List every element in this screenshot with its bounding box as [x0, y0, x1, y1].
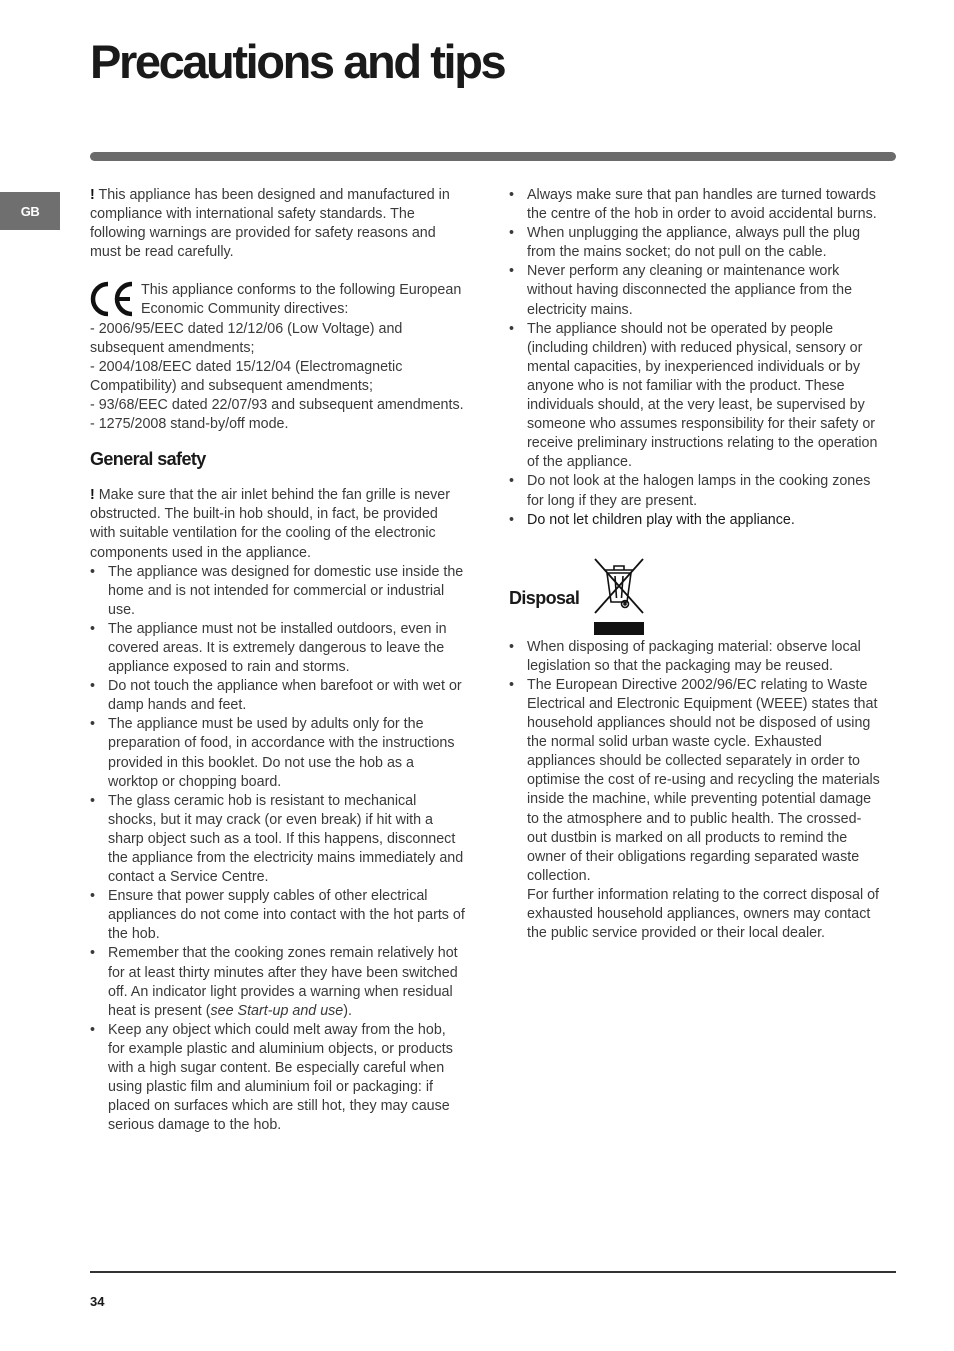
list-item: • When disposing of packaging material: observe local legislation so that the packaging may be reused.: [509, 638, 881, 676]
general-safety-intro-text: Make sure that the air inlet behind the fan grille is never obstructed. The built-in hob should, in fact, be provided with suitable ventilation for the cooling of the electronic components used in the appliance.: [90, 487, 451, 561]
language-tab: GB: [0, 192, 60, 230]
conformity-block: [90, 281, 465, 434]
list-item: • Do not let children play with the appliance.: [509, 511, 881, 530]
disposal-list: [509, 638, 881, 886]
list-item: • Always make sure that pan handles are turned towards the centre of the hob in order to avoid accidental burns.: [509, 186, 881, 224]
page-number: 34: [90, 1294, 105, 1309]
list-item: • The appliance must not be installed outdoors, even in covered areas. It is extremely dangerous to leave the appliance exposed to rain and storms.: [90, 620, 465, 677]
safety-list-continued: [509, 186, 881, 530]
list-item: • Do not touch the appliance when barefoot or with wet or damp hands and feet.: [90, 677, 465, 715]
conformity-line: - 93/68/EEC dated 22/07/93 and subsequent amendments.: [90, 396, 464, 413]
list-item: • The appliance was designed for domestic use inside the home and is not intended for commercial or industrial use.: [90, 563, 465, 620]
general-safety-intro: [90, 486, 465, 562]
list-item: • Keep any object which could melt away from the hob, for example plastic and aluminium objects, or products with a high sugar content. Be especially careful when using plastic film and aluminium foil or packaging: if placed on surfaces which are still hot, they may cause serious damage to the hob.: [90, 1021, 465, 1136]
conformity-line: - 1275/2008 stand-by/off mode.: [90, 416, 289, 433]
right-column: [509, 186, 881, 943]
list-item: • The appliance should not be operated by people (including children) with reduced physical, sensory or mental capacities, by inexperienced individuals or by anyone who is not familiar with the product. These individuals should, at the very least, be supervised by someone who assumes responsibility for their safety or receive preliminary instructions relating to the operation of the appliance.: [509, 320, 881, 473]
list-item: • The European Directive 2002/96/EC relating to Waste Electrical and Electronic Equipment (WEEE) states that household appliances should not be disposed of using the normal solid urban waste cycle. Exhausted appliances should be collected separately in order to optimise the cost of re-using and recycling the materials inside the machine, while preventing potential damage to the atmosphere and to public health. The crossed-out dustbin is marked on all products to remind the owner of their obligations regarding separated waste collection.: [509, 676, 881, 886]
disposal-header: [509, 558, 881, 638]
title-rule: [90, 152, 896, 161]
crossed-out-bin-icon: [593, 558, 645, 616]
list-item: • The appliance must be used by adults only for the preparation of food, in accordance with the instructions provided in this booklet. Do not use the hob as a worktop or chopping board.: [90, 715, 465, 791]
list-item: • The glass ceramic hob is resistant to mechanical shocks, but it may crack (or even break) if hit with a sharp object such as a tool. If this happens, disconnect the appliance from the electricity mains immediately and contact a Service Centre.: [90, 792, 465, 887]
disposal-heading: Disposal: [509, 587, 580, 608]
residual-heat-end: ).: [343, 1002, 352, 1019]
general-safety-heading: General safety: [90, 449, 206, 470]
general-safety-list: [90, 563, 465, 1136]
list-item: • Do not look at the halogen lamps in the cooking zones for long if they are present.: [509, 472, 881, 510]
left-column: [90, 186, 465, 1135]
ce-mark-icon: [90, 281, 136, 317]
intro-paragraph: [90, 186, 465, 262]
disposal-further-info: For further information relating to the correct disposal of exhausted household appliances, owners may contact the public service provided or their local dealer.: [527, 886, 880, 942]
list-item: • Never perform any cleaning or maintenance work without having disconnected the appliance from the electricity mains.: [509, 262, 881, 319]
warning-mark: !: [90, 187, 95, 203]
intro-text: This appliance has been designed and manufactured in compliance with international safety standards. The following warnings are provided for safety reasons and must be read carefully.: [90, 187, 450, 261]
footer-rule: [90, 1271, 896, 1273]
residual-heat-text: Remember that the cooking zones remain relatively hot for at least thirty minutes after they have been switched off. An indicator light provides a warning when residual heat is present (: [108, 945, 458, 1019]
conformity-line: - 2006/95/EEC dated 12/12/06 (Low Voltage) and subsequent amendments;: [90, 320, 403, 356]
warning-mark: !: [90, 487, 95, 504]
weee-bar: [594, 622, 644, 635]
page-title: Precautions and tips: [90, 35, 505, 88]
conformity-line: This appliance conforms to the following European Economic Community directives:: [141, 282, 462, 318]
list-item: • Ensure that power supply cables of other electrical appliances do not come into contact with the hot parts of the hob.: [90, 887, 465, 944]
conformity-line: - 2004/108/EEC dated 15/12/04 (Electromagnetic Compatibility) and subsequent amendments;: [90, 358, 403, 394]
list-item: • When unplugging the appliance, always pull the plug from the mains socket; do not pull on the cable.: [509, 224, 881, 262]
list-item-residual-heat: [90, 944, 465, 1020]
cross-reference: see Start-up and use: [210, 1002, 344, 1019]
